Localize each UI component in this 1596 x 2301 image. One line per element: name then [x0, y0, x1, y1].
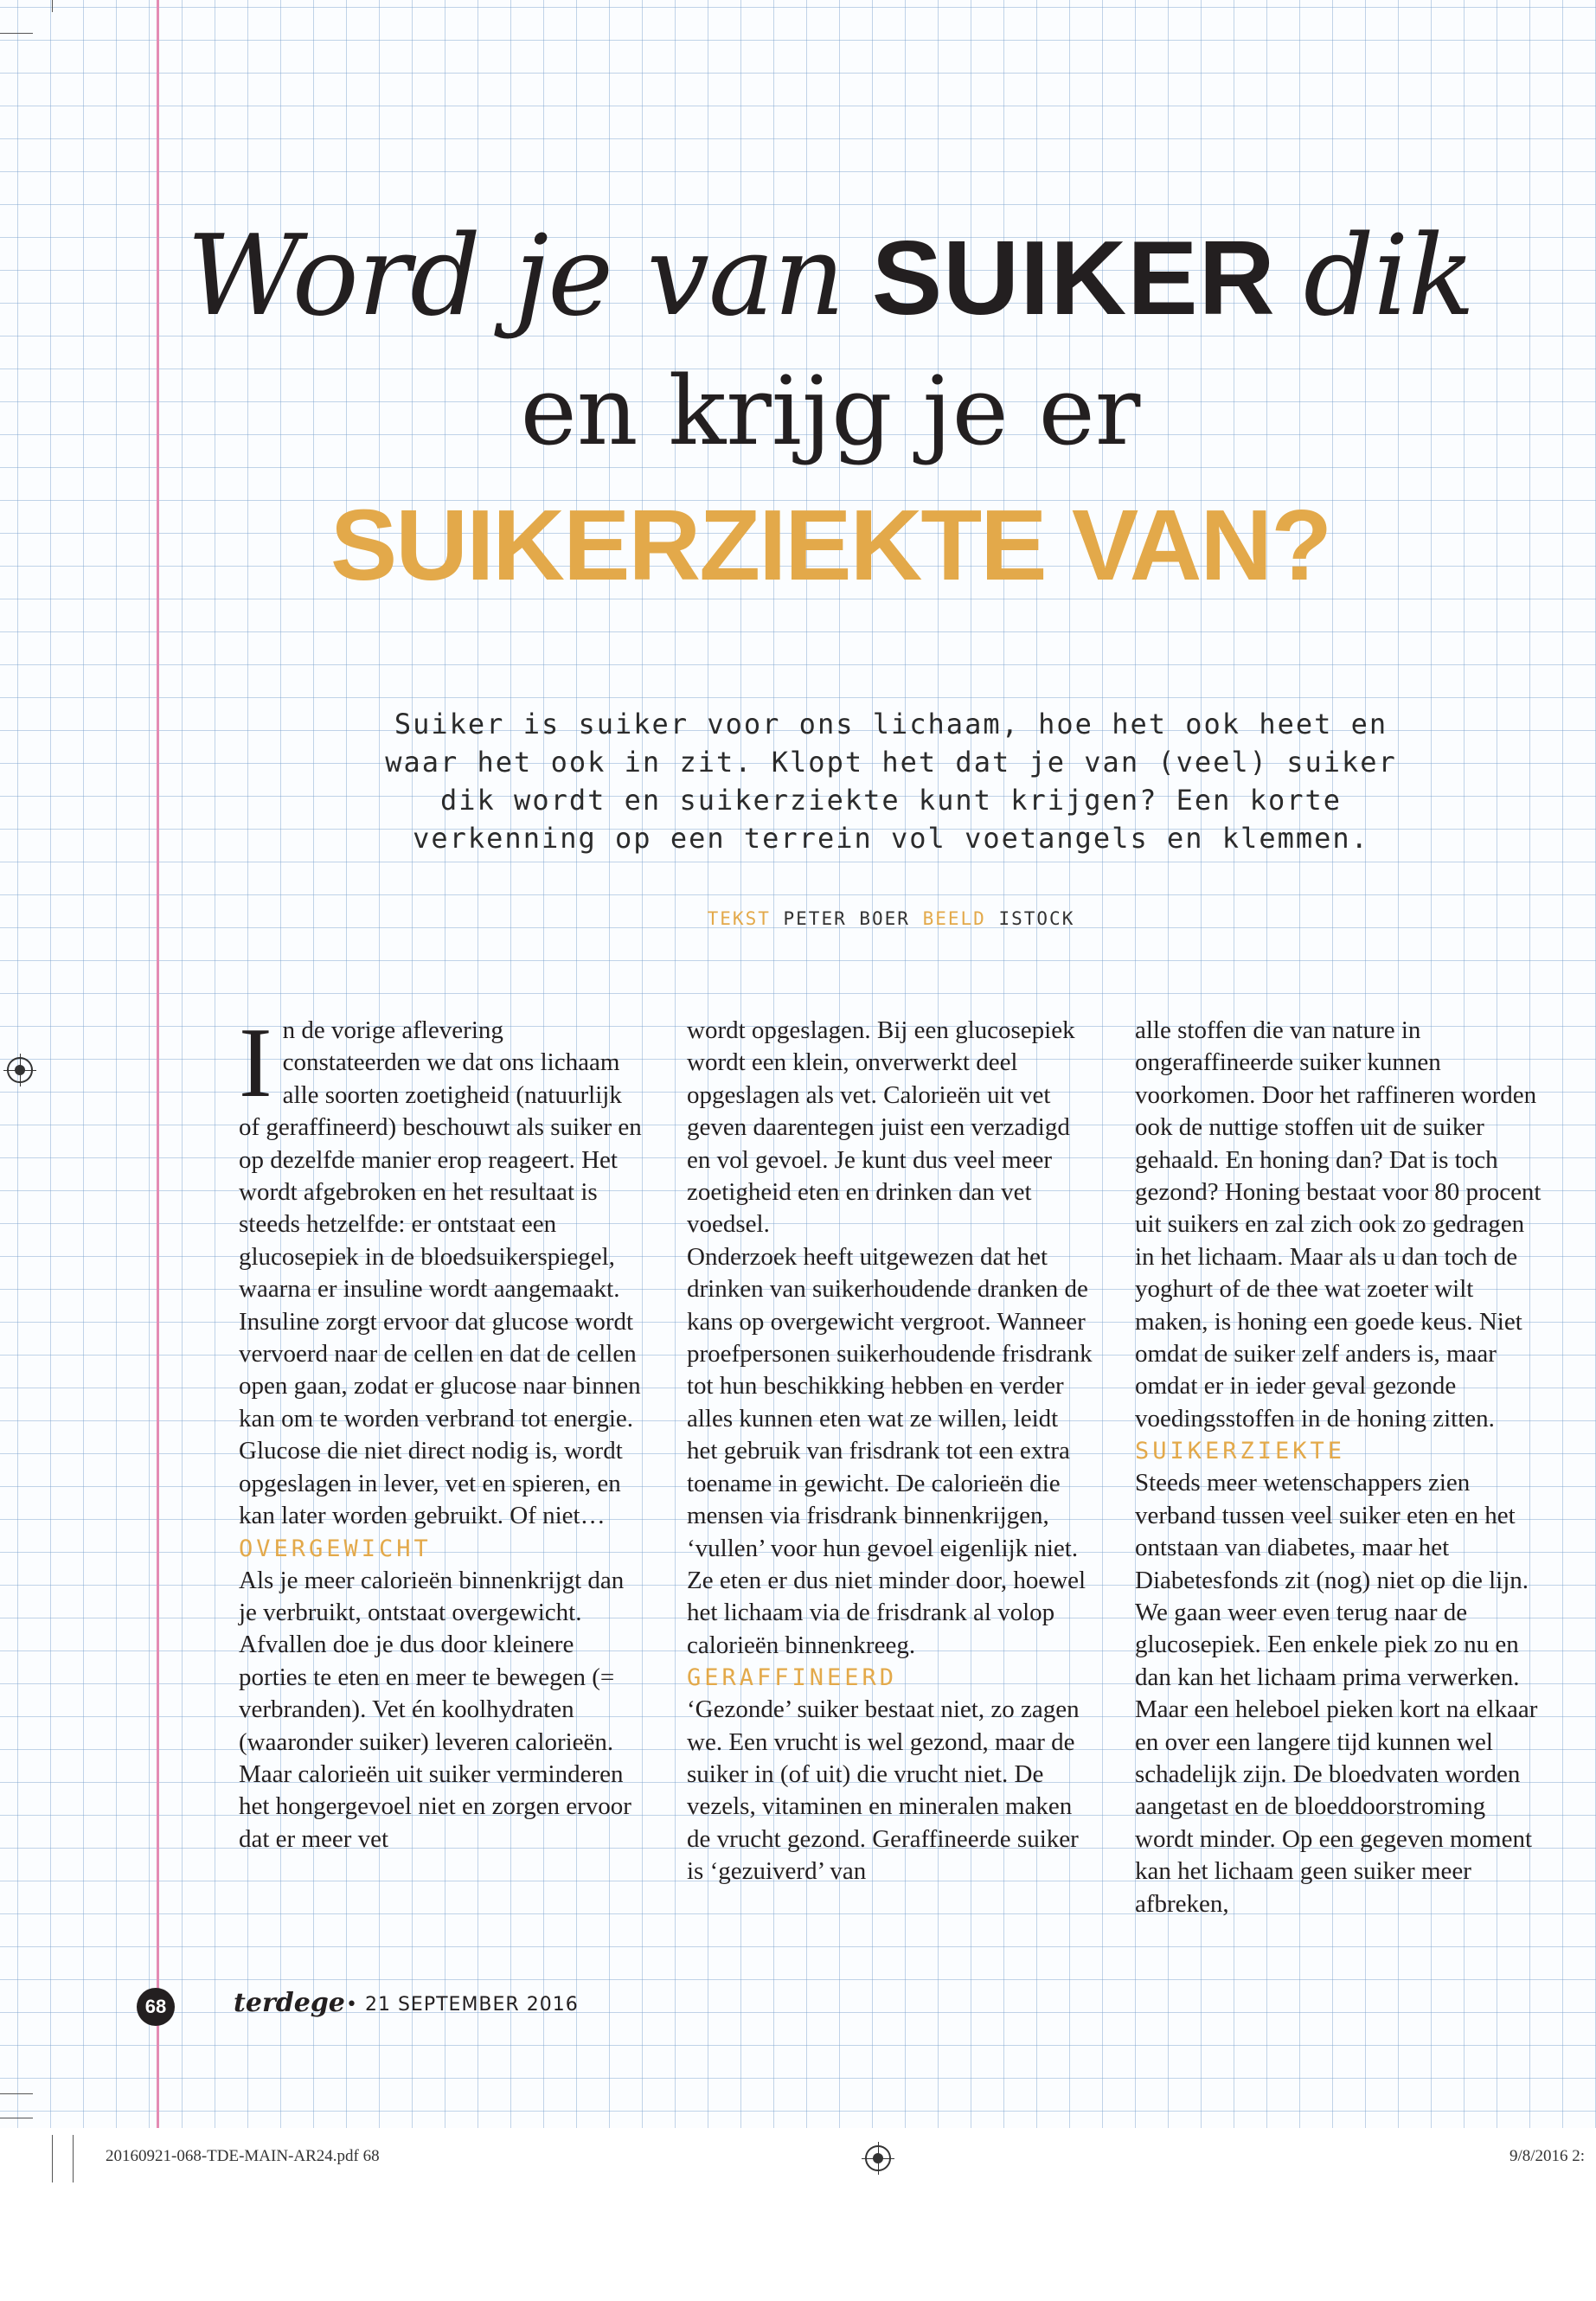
byline-author: PETER BOER [783, 908, 910, 929]
drop-cap: I [239, 1008, 272, 1118]
intro-line: Suiker is suiker voor ons lichaam, hoe het ook heet en [394, 708, 1388, 740]
intro-line: waar het ook in zit. Klopt het dat je van (veel) suiker [385, 746, 1397, 779]
issue-date [346, 1994, 579, 2016]
body-paragraph: Als je meer calorieën binnenkrijgt dan je verbruikt, ontstaat overgewicht. Afvallen doe je dus door kleinere porties te eten en meer te bewegen (= verbranden). Vet én koolhydraten (waaronder suiker) leveren calorieën. Maar calorieën uit suiker verminderen het hongergevoel niet en zorgen ervoor dat er meer vet [239, 1566, 631, 1853]
body-paragraph: alle stoffen die van nature in ongeraffineerde suiker kunnen voorkomen. Door het raffineren worden ook de nuttige stoffen uit de suiker gehaald. En honing dan? Dat is toch gezond? Honing bestaat voor 80 procent uit suikers en zal zich ook zo gedragen in het lichaam. Maar als u dan toch de yoghurt of de thee wat zoeter wilt maken, is honing een goede keus. Niet omdat de suiker zelf anders is, maar omdat er in ieder geval gezonde voedingsstoffen in de honing zitten. [1135, 1016, 1542, 1433]
subheading-overgewicht: OVERGEWICHT [239, 1535, 432, 1562]
issue-date-text: 21 SEPTEMBER 2016 [364, 1994, 579, 2016]
byline-image-source: ISTOCK [998, 908, 1075, 929]
body-paragraph: ‘Gezonde’ suiker bestaat niet, zo zagen we. Een vrucht is wel gezond, maar de suiker in (of uit) die vrucht niet. De vezels, vitaminen en mineralen maken de vrucht gezond. Geraffineerde suiker is ‘gezuiverd’ van [687, 1695, 1080, 1886]
subheading-geraffineerd: GERAFFINEERD [687, 1664, 898, 1692]
body-paragraph [239, 1008, 645, 1306]
intro-paragraph [329, 705, 1453, 857]
magazine-logo: terdege [234, 1988, 345, 2018]
headline-italic-a: Word je van [186, 212, 844, 341]
registration-mark-icon [865, 2145, 891, 2171]
headline-bold-suiker: SUIKER [871, 219, 1276, 336]
intro-line: dik wordt en suikerziekte kunt krijgen? Een korte [439, 784, 1342, 817]
byline [329, 908, 1453, 929]
article-column-1 [239, 1008, 645, 1856]
headline-italic-b: dik [1303, 212, 1475, 341]
body-paragraph: wordt opgeslagen. Bij een glucosepiek wordt een klein, onverwerkt deel opgeslagen als vet. Calorieën uit vet geven daarentegen juist een verzadigd en vol gevoel. Je kunt dus veel meer zoetigheid eten en drinken dan vet voedsel. [687, 1016, 1075, 1239]
byline-text-label: TEKST [707, 908, 771, 929]
crop-mark [52, 0, 53, 12]
headline-line-2: en krijg je er [520, 356, 1141, 466]
body-paragraph: Insuline zorgt ervoor dat glucose wordt vervoerd naar de cellen en dat de cellen open gaan, zodat er glucose naar binnen kan om te worden verbrand tot energie. Glucose die niet direct nodig is, wordt opgeslagen in lever, vet en spieren, en kan later worden gebruikt. Of niet… [239, 1307, 641, 1530]
headline-line-3: SUIKERZIEKTE VAN? [330, 489, 1331, 601]
registration-mark-icon [7, 1057, 33, 1083]
page-number-badge: 68 [137, 1988, 175, 2026]
article-column-2 [687, 1015, 1093, 1888]
crop-mark [0, 2093, 33, 2094]
footer-separator: • [346, 1994, 358, 2016]
headline-line-1 [156, 212, 1505, 343]
intro-line: verkenning op een terrein vol voetangels en klemmen. [413, 822, 1369, 855]
body-paragraph: Onderzoek heeft uitgewezen dat het drinken van suikerhoudende dranken de kans op overgewicht vergroot. Wanneer proefpersonen suikerhoudende frisdrank tot hun beschikking hebben en verder alles kunnen eten wat ze willen, leidt het gebruik van frisdrank tot een extra toename in gewicht. De calorieën die mensen via frisdrank binnenkrijgen, ‘vullen’ voor hun gevoel eigenlijk niet. Ze eten er dus niet minder door, hoewel het lichaam via de frisdrank al volop calorieën binnenkreeg. [687, 1242, 1093, 1659]
print-slug-date: 9/8/2016 2: [1509, 2147, 1586, 2165]
crop-mark [0, 33, 33, 34]
article-column-3 [1135, 1015, 1542, 1920]
byline-image-label: BEELD [922, 908, 986, 929]
crop-mark [52, 2135, 53, 2182]
subheading-suikerziekte: SUIKERZIEKTE [1135, 1438, 1346, 1465]
crop-mark [73, 2135, 74, 2182]
body-text: n de vorige aflevering constateerden we dat ons lichaam alle soorten zoetigheid (natuurlijk of geraffineerd) beschouwt als suiker en op dezelfde manier erop reageert. Het wordt afgebroken en het resultaat is steeds hetzelfde: er ontstaat een glucosepiek in de bloedsuikerspiegel, waarna er insuline wordt aangemaakt. [239, 1016, 642, 1304]
body-paragraph: Steeds meer wetenschappers zien verband tussen veel suiker eten en het ontstaan van diabetes, maar het Diabetesfonds zit (nog) niet op die lijn. We gaan weer even terug naar de glucosepiek. Een enkele piek zo nu en dan kan het lichaam prima verwerken. Maar een heleboel pieken kort na elkaar en over een langere tijd kunnen wel schadelijk zijn. De bloedvaten worden aangetast en de bloeddoorstroming wordt minder. Op een gegeven moment kan het lichaam geen suiker meer afbreken, [1135, 1469, 1538, 1918]
print-slug-file: 20160921-068-TDE-MAIN-AR24.pdf 68 [106, 2147, 380, 2165]
